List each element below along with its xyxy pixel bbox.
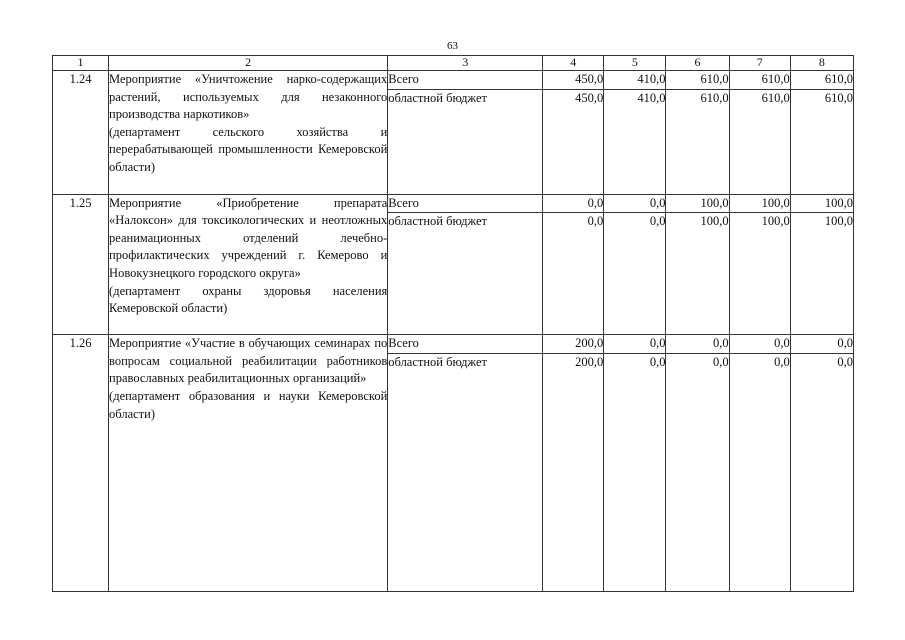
- value-cell: 100,0: [790, 194, 853, 213]
- value-cell: 200,0: [543, 353, 604, 591]
- value-cell: 610,0: [729, 71, 790, 90]
- header-cell: 8: [790, 56, 853, 71]
- value-cell: 0,0: [790, 353, 853, 591]
- value-cell: 100,0: [729, 194, 790, 213]
- measure-description-cell: [109, 335, 388, 592]
- funding-source: Всего: [388, 71, 543, 90]
- value-cell: 0,0: [666, 335, 729, 354]
- value-cell: 100,0: [790, 213, 853, 335]
- header-cell: 6: [666, 56, 729, 71]
- header-cell: 2: [109, 56, 388, 71]
- measure-department: (департамент образования и науки Кемеровской области): [109, 388, 388, 421]
- table-row: [53, 194, 854, 213]
- value-cell: 100,0: [729, 213, 790, 335]
- header-cell: 1: [53, 56, 109, 71]
- table-header-row: [53, 56, 854, 71]
- page-number: 63: [447, 40, 458, 52]
- value-cell: 450,0: [543, 71, 604, 90]
- value-cell: 610,0: [729, 89, 790, 194]
- value-cell: 0,0: [604, 335, 666, 354]
- funding-source: областной бюджет: [388, 353, 543, 591]
- value-cell: 0,0: [543, 194, 604, 213]
- value-cell: 410,0: [604, 71, 666, 90]
- measure-department: (департамент охраны здоровья населения Кемеровской области): [109, 283, 388, 316]
- value-cell: 200,0: [543, 335, 604, 354]
- value-cell: 0,0: [729, 353, 790, 591]
- value-cell: 450,0: [543, 89, 604, 194]
- funding-source: областной бюджет: [388, 89, 543, 194]
- table-row: [53, 71, 854, 90]
- table-row: [53, 335, 854, 354]
- header-cell: 3: [388, 56, 543, 71]
- measure-description-cell: [109, 71, 388, 195]
- value-cell: 0,0: [543, 213, 604, 335]
- header-cell: 7: [729, 56, 790, 71]
- value-cell: 610,0: [790, 89, 853, 194]
- value-cell: 0,0: [666, 353, 729, 591]
- value-cell: 0,0: [790, 335, 853, 354]
- value-cell: 410,0: [604, 89, 666, 194]
- measure-department: (департамент сельского хозяйства и перерабатывающей промышленности Кемеровской области): [109, 124, 388, 174]
- value-cell: 0,0: [604, 353, 666, 591]
- row-number: 1.25: [53, 194, 109, 335]
- value-cell: 0,0: [604, 213, 666, 335]
- budget-table: [52, 55, 854, 592]
- value-cell: 100,0: [666, 194, 729, 213]
- measure-description: Мероприятие «Приобретение препарата «Налоксон» для токсикологических и неотложных реанимационных отделений лечебно-профилактических учреждений г. Кемерово и Новокузнецкого городского округа»: [109, 195, 388, 280]
- measure-description: Мероприятие «Участие в обучающих семинарах по вопросам социальной реабилитации работников православных реабилитационных организаций»: [109, 336, 388, 386]
- header-cell: 4: [543, 56, 604, 71]
- funding-source: Всего: [388, 194, 543, 213]
- value-cell: 0,0: [604, 194, 666, 213]
- row-number: 1.26: [53, 335, 109, 592]
- value-cell: 100,0: [666, 213, 729, 335]
- row-number: 1.24: [53, 71, 109, 195]
- funding-source: Всего: [388, 335, 543, 354]
- value-cell: 610,0: [666, 89, 729, 194]
- measure-description-cell: [109, 194, 388, 335]
- measure-description: Мероприятие «Уничтожение нарко-содержащих растений, используемых для незаконного производства наркотиков»: [109, 72, 388, 122]
- value-cell: 610,0: [666, 71, 729, 90]
- value-cell: 610,0: [790, 71, 853, 90]
- header-cell: 5: [604, 56, 666, 71]
- value-cell: 0,0: [729, 335, 790, 354]
- funding-source: областной бюджет: [388, 213, 543, 335]
